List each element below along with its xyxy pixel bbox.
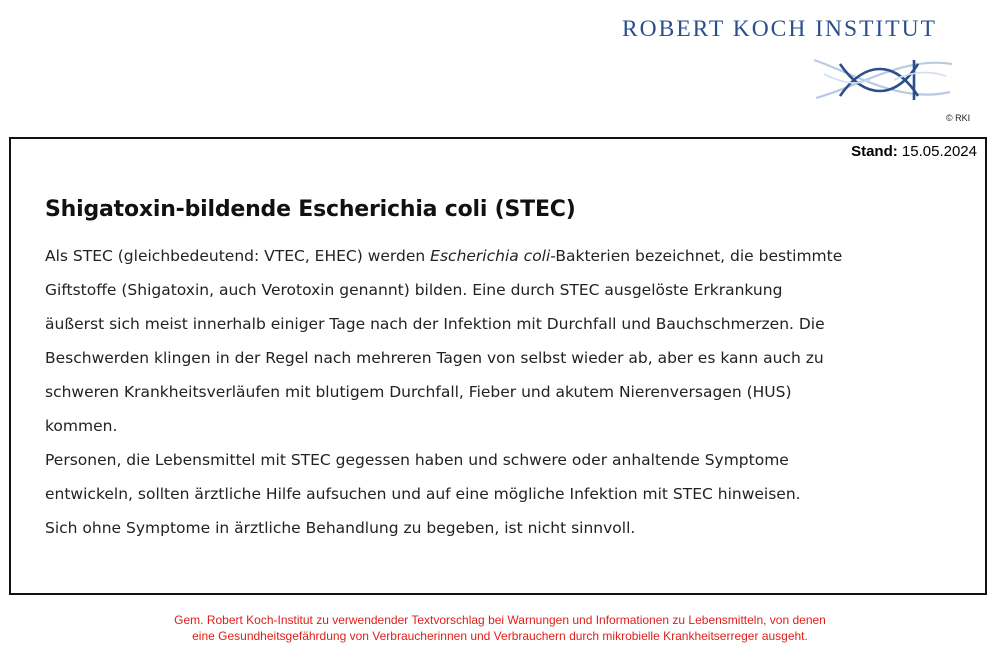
- text-line: Giftstoffe (Shigatoxin, auch Verotoxin genannt) bilden. Eine durch STEC ausgelöste Erkrankung: [45, 281, 783, 299]
- footer-line: eine Gesundheitsgefährdung von Verbraucherinnen und Verbrauchern durch mikrobielle Krankheitserreger ausgeht.: [192, 629, 808, 643]
- text-line: entwickeln, sollten ärztliche Hilfe aufsuchen und auf eine mögliche Infektion mit STEC hinweisen.: [45, 485, 801, 503]
- text-line: Als STEC (gleichbedeutend: VTEC, EHEC) werden Escherichia coli-Bakterien bezeichnet, die bestimmte: [45, 247, 843, 265]
- stand-date: [851, 143, 977, 160]
- text-line: Sich ohne Symptome in ärztliche Behandlung zu begeben, ist nicht sinnvoll.: [45, 519, 636, 537]
- text-line: äußerst sich meist innerhalb einiger Tage nach der Infektion mit Durchfall und Bauchschmerzen. Die: [45, 315, 825, 333]
- stand-label: Stand:: [851, 143, 898, 160]
- paragraph-description: [45, 239, 965, 443]
- footer-line: Gem. Robert Koch-Institut zu verwendender Textvorschlag bei Warnungen und Informationen zu Lebensmitteln, von denen: [174, 613, 826, 627]
- notice-body: [45, 239, 965, 545]
- species-name: Escherichia coli: [430, 247, 551, 265]
- rki-logo-icon: [810, 52, 956, 106]
- institute-name: ROBERT KOCH INSTITUT: [622, 16, 937, 42]
- stand-value: 15.05.2024: [901, 143, 977, 160]
- text-line: schweren Krankheitsverläufen mit blutigem Durchfall, Fieber und akutem Nierenversagen (HUS): [45, 383, 792, 401]
- text-line: Beschwerden klingen in der Regel nach mehreren Tagen von selbst wieder ab, aber es kann auch zu: [45, 349, 824, 367]
- copyright-note: © RKI: [946, 113, 971, 123]
- notice-title: Shigatoxin-bildende Escherichia coli (STEC): [45, 197, 576, 222]
- notice-box: [9, 137, 987, 595]
- footer-note: [0, 612, 1000, 644]
- paragraph-advice: [45, 443, 965, 545]
- text-line: Personen, die Lebensmittel mit STEC gegessen haben und schwere oder anhaltende Symptome: [45, 451, 789, 469]
- text-line: kommen.: [45, 417, 118, 435]
